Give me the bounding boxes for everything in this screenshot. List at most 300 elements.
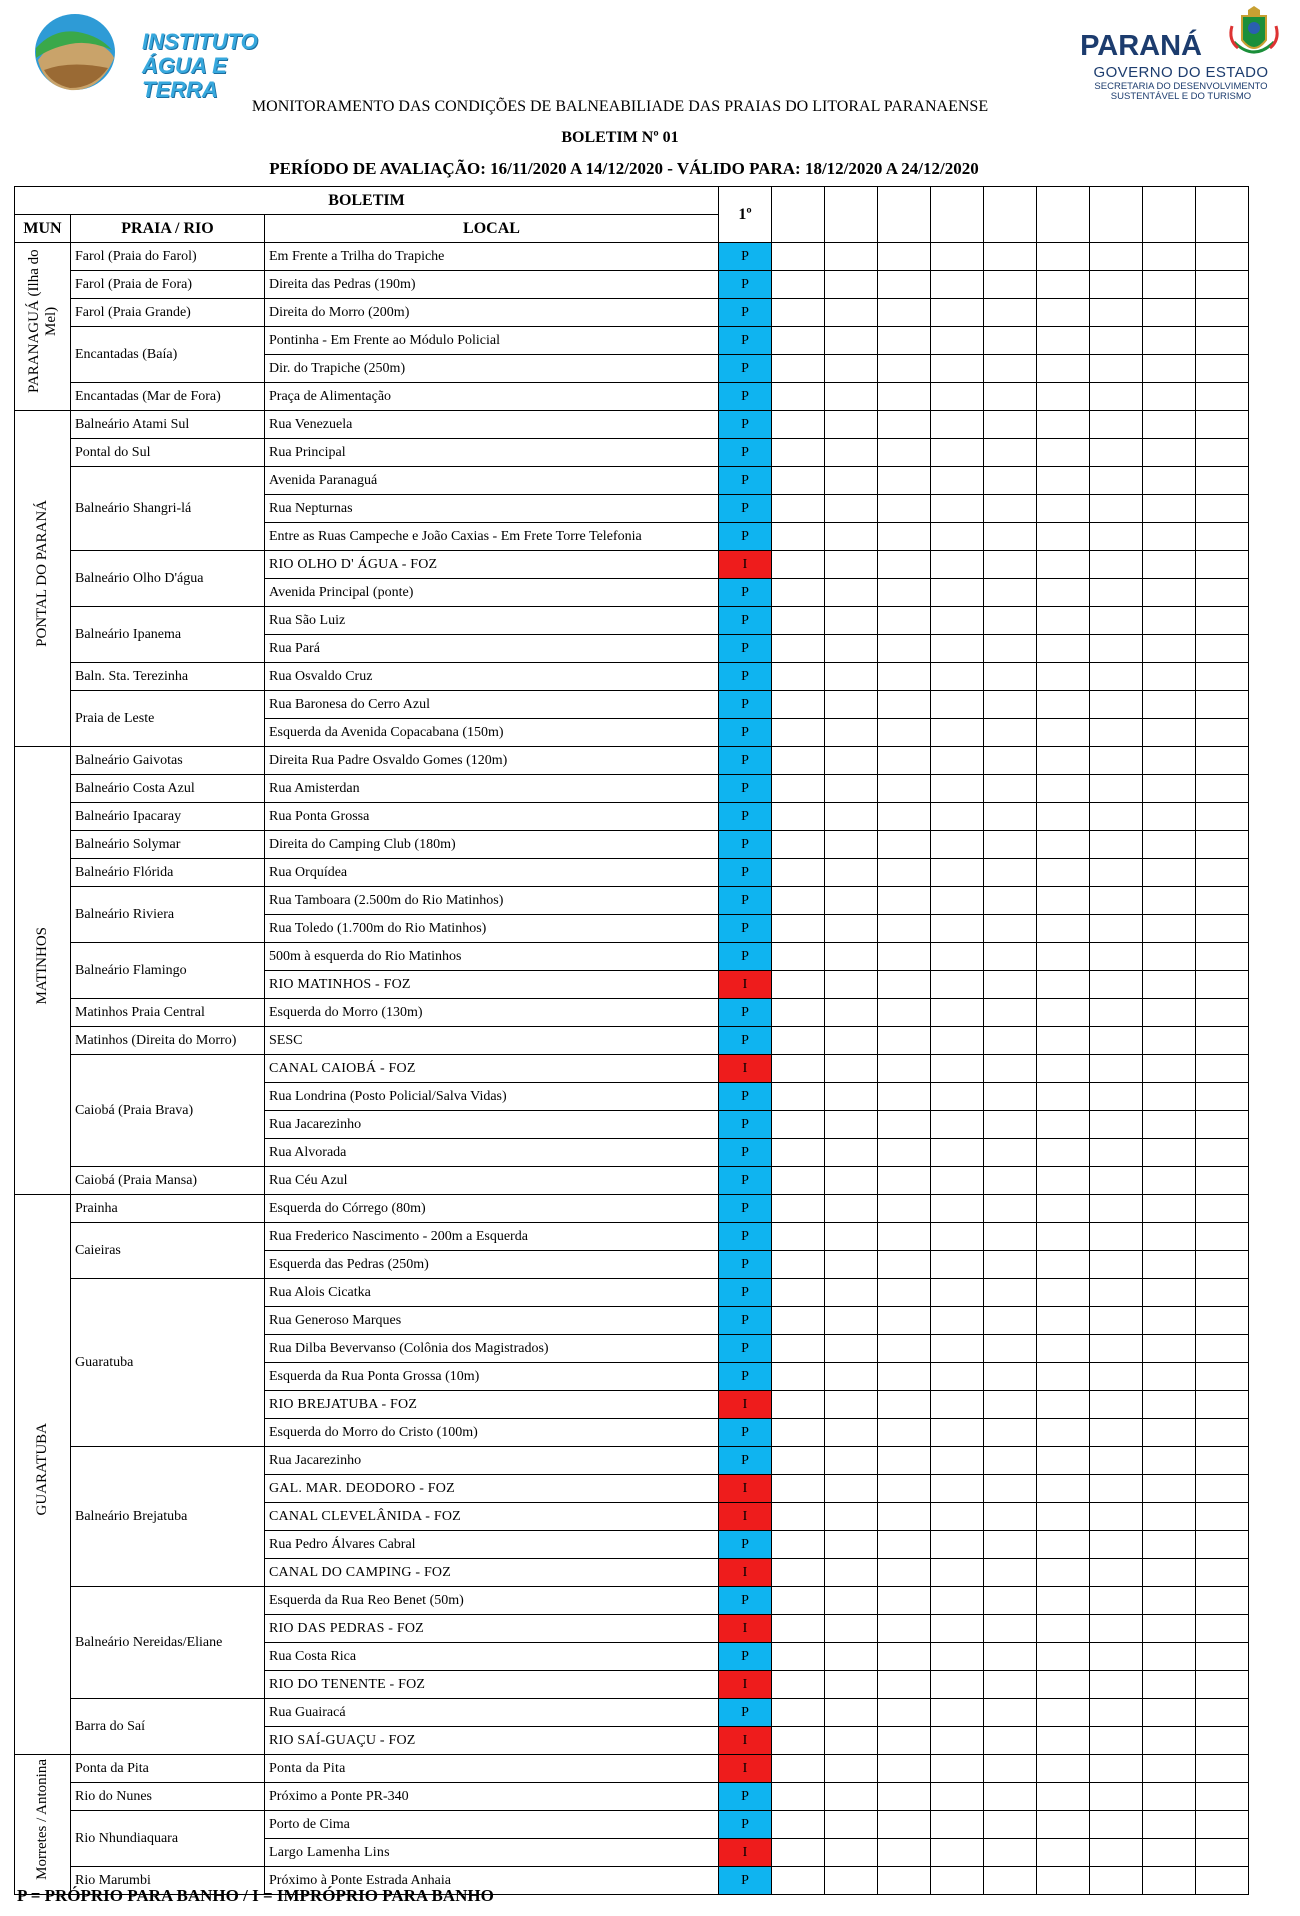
- empty-bulletin-cell: [1196, 523, 1249, 551]
- empty-bulletin-cell: [878, 971, 931, 999]
- empty-bulletin-cell: [878, 243, 931, 271]
- empty-bulletin-cell: [825, 439, 878, 467]
- empty-bulletin-cell: [1037, 439, 1090, 467]
- empty-bulletin-cell: [1037, 467, 1090, 495]
- local-cell: GAL. MAR. DEODORO - FOZ: [265, 1475, 719, 1503]
- status-proprio-badge: P: [719, 887, 772, 915]
- empty-bulletin-cell: [772, 411, 825, 439]
- status-proprio-badge: P: [719, 271, 772, 299]
- empty-bulletin-cell: [772, 803, 825, 831]
- empty-bulletin-cell: [1196, 579, 1249, 607]
- status-proprio-badge: P: [719, 1811, 772, 1839]
- empty-bulletin-cell: [1143, 1279, 1196, 1307]
- governo-subtitle: GOVERNO DO ESTADO: [1093, 64, 1269, 81]
- empty-bulletin-cell: [1037, 691, 1090, 719]
- local-cell: Em Frente a Trilha do Trapiche: [265, 243, 719, 271]
- empty-bulletin-cell: [1143, 1111, 1196, 1139]
- local-cell: Rua Céu Azul: [265, 1167, 719, 1195]
- local-cell: Rua São Luiz: [265, 607, 719, 635]
- empty-bulletin-cell: [825, 1503, 878, 1531]
- municipality-cell: [15, 411, 71, 747]
- empty-bulletin-cell: [878, 1167, 931, 1195]
- empty-bulletin-cell: [1090, 747, 1143, 775]
- empty-bulletin-cell: [931, 635, 984, 663]
- empty-bulletin-cell: [772, 1195, 825, 1223]
- empty-bulletin-cell: [772, 467, 825, 495]
- empty-bulletin-cell: [772, 1615, 825, 1643]
- status-improprio-badge: I: [719, 1755, 772, 1783]
- empty-bulletin-cell: [1196, 355, 1249, 383]
- empty-bulletin-cell: [1037, 1671, 1090, 1699]
- table-row: [15, 1223, 1249, 1251]
- local-cell: Ponta da Pita: [265, 1755, 719, 1783]
- empty-header-cell: [1143, 187, 1196, 243]
- local-cell: Largo Lamenha Lins: [265, 1839, 719, 1867]
- empty-bulletin-cell: [931, 663, 984, 691]
- empty-bulletin-cell: [878, 1867, 931, 1895]
- empty-bulletin-cell: [1090, 1335, 1143, 1363]
- evaluation-period: PERÍODO DE AVALIAÇÃO: 16/11/2020 A 14/12/2020 - VÁLIDO PARA: 18/12/2020 A 24/12/2020: [269, 159, 979, 178]
- empty-bulletin-cell: [931, 1251, 984, 1279]
- empty-bulletin-cell: [825, 383, 878, 411]
- empty-bulletin-cell: [878, 1055, 931, 1083]
- status-proprio-badge: P: [719, 747, 772, 775]
- local-cell: Rua Costa Rica: [265, 1643, 719, 1671]
- status-proprio-badge: P: [719, 1083, 772, 1111]
- empty-bulletin-cell: [931, 1139, 984, 1167]
- empty-bulletin-cell: [825, 1755, 878, 1783]
- empty-bulletin-cell: [931, 1391, 984, 1419]
- empty-bulletin-cell: [1037, 635, 1090, 663]
- empty-bulletin-cell: [984, 1139, 1037, 1167]
- empty-bulletin-cell: [1143, 1615, 1196, 1643]
- status-proprio-badge: P: [719, 1167, 772, 1195]
- empty-bulletin-cell: [931, 1587, 984, 1615]
- empty-bulletin-cell: [931, 1447, 984, 1475]
- empty-bulletin-cell: [772, 1335, 825, 1363]
- empty-bulletin-cell: [1196, 1755, 1249, 1783]
- status-proprio-badge: P: [719, 719, 772, 747]
- local-cell: Porto de Cima: [265, 1811, 719, 1839]
- empty-bulletin-cell: [878, 607, 931, 635]
- empty-bulletin-cell: [1143, 1671, 1196, 1699]
- empty-bulletin-cell: [1037, 551, 1090, 579]
- praia-header: PRAIA / RIO: [71, 215, 265, 243]
- table-row: [15, 775, 1249, 803]
- empty-bulletin-cell: [1090, 1223, 1143, 1251]
- empty-bulletin-cell: [878, 663, 931, 691]
- empty-bulletin-cell: [931, 1559, 984, 1587]
- empty-bulletin-cell: [878, 1195, 931, 1223]
- empty-bulletin-cell: [1143, 1475, 1196, 1503]
- empty-bulletin-cell: [772, 1839, 825, 1867]
- empty-bulletin-cell: [931, 579, 984, 607]
- empty-bulletin-cell: [1037, 1783, 1090, 1811]
- local-cell: Rua Dilba Bevervanso (Colônia dos Magistrados): [265, 1335, 719, 1363]
- empty-bulletin-cell: [772, 1167, 825, 1195]
- empty-bulletin-cell: [931, 747, 984, 775]
- table-row: [15, 327, 1249, 355]
- beach-name-cell: Ponta da Pita: [71, 1755, 265, 1783]
- status-proprio-badge: P: [719, 355, 772, 383]
- local-cell: Direita das Pedras (190m): [265, 271, 719, 299]
- table-row: [15, 551, 1249, 579]
- empty-bulletin-cell: [825, 1363, 878, 1391]
- local-cell: Rua Guairacá: [265, 1699, 719, 1727]
- empty-bulletin-cell: [878, 859, 931, 887]
- empty-bulletin-cell: [825, 1195, 878, 1223]
- empty-bulletin-cell: [931, 943, 984, 971]
- beach-name-cell: Caieiras: [71, 1223, 265, 1279]
- empty-bulletin-cell: [772, 1475, 825, 1503]
- table-row: [15, 943, 1249, 971]
- table-row: [15, 383, 1249, 411]
- empty-bulletin-cell: [1090, 1699, 1143, 1727]
- empty-bulletin-cell: [1037, 327, 1090, 355]
- empty-bulletin-cell: [1090, 411, 1143, 439]
- empty-bulletin-cell: [1143, 1699, 1196, 1727]
- empty-bulletin-cell: [1196, 1307, 1249, 1335]
- beach-name-cell: Barra do Saí: [71, 1699, 265, 1755]
- empty-bulletin-cell: [1143, 411, 1196, 439]
- local-cell: Rua Pará: [265, 635, 719, 663]
- parana-government-logo: [1072, 4, 1292, 104]
- empty-bulletin-cell: [1143, 1195, 1196, 1223]
- status-proprio-badge: P: [719, 1195, 772, 1223]
- empty-bulletin-cell: [1090, 859, 1143, 887]
- empty-bulletin-cell: [772, 383, 825, 411]
- empty-bulletin-cell: [1037, 971, 1090, 999]
- empty-bulletin-cell: [878, 831, 931, 859]
- empty-bulletin-cell: [825, 719, 878, 747]
- empty-bulletin-cell: [772, 1027, 825, 1055]
- beach-name-cell: Balneário Olho D'água: [71, 551, 265, 607]
- empty-bulletin-cell: [825, 411, 878, 439]
- empty-bulletin-cell: [931, 355, 984, 383]
- empty-bulletin-cell: [1090, 1167, 1143, 1195]
- empty-bulletin-cell: [1037, 915, 1090, 943]
- beach-name-cell: Balneário Atami Sul: [71, 411, 265, 439]
- empty-bulletin-cell: [825, 299, 878, 327]
- local-cell: Esquerda da Rua Reo Benet (50m): [265, 1587, 719, 1615]
- table-row: [15, 271, 1249, 299]
- empty-bulletin-cell: [1037, 411, 1090, 439]
- local-header: LOCAL: [265, 215, 719, 243]
- empty-bulletin-cell: [878, 747, 931, 775]
- first-bulletin-header: 1º: [719, 187, 772, 243]
- empty-bulletin-cell: [1037, 523, 1090, 551]
- empty-bulletin-cell: [825, 1251, 878, 1279]
- empty-bulletin-cell: [825, 1531, 878, 1559]
- empty-bulletin-cell: [1037, 1195, 1090, 1223]
- empty-bulletin-cell: [1143, 1363, 1196, 1391]
- empty-bulletin-cell: [931, 1671, 984, 1699]
- empty-bulletin-cell: [1037, 1559, 1090, 1587]
- beach-name-cell: Guaratuba: [71, 1279, 265, 1447]
- empty-bulletin-cell: [1196, 327, 1249, 355]
- table-row: [15, 1699, 1249, 1727]
- empty-bulletin-cell: [878, 1587, 931, 1615]
- empty-bulletin-cell: [1143, 271, 1196, 299]
- empty-bulletin-cell: [1037, 1055, 1090, 1083]
- empty-bulletin-cell: [772, 271, 825, 299]
- empty-bulletin-cell: [984, 243, 1037, 271]
- empty-bulletin-cell: [1196, 299, 1249, 327]
- empty-bulletin-cell: [1196, 1335, 1249, 1363]
- empty-bulletin-cell: [931, 999, 984, 1027]
- local-cell: Direita do Morro (200m): [265, 299, 719, 327]
- empty-bulletin-cell: [1143, 1559, 1196, 1587]
- local-cell: RIO OLHO D' ÁGUA - FOZ: [265, 551, 719, 579]
- empty-bulletin-cell: [1143, 1587, 1196, 1615]
- municipality-label: GUARATUBA: [34, 1423, 50, 1516]
- empty-bulletin-cell: [1090, 1867, 1143, 1895]
- municipality-cell: [15, 747, 71, 1195]
- empty-bulletin-cell: [931, 1055, 984, 1083]
- empty-bulletin-cell: [772, 495, 825, 523]
- local-cell: Dir. do Trapiche (250m): [265, 355, 719, 383]
- local-cell: Esquerda do Morro do Cristo (100m): [265, 1419, 719, 1447]
- empty-bulletin-cell: [1037, 243, 1090, 271]
- empty-bulletin-cell: [772, 663, 825, 691]
- empty-bulletin-cell: [1143, 1811, 1196, 1839]
- empty-bulletin-cell: [825, 859, 878, 887]
- empty-bulletin-cell: [931, 831, 984, 859]
- table-row: [15, 1755, 1249, 1783]
- empty-bulletin-cell: [1143, 243, 1196, 271]
- status-proprio-badge: P: [719, 1363, 772, 1391]
- empty-bulletin-cell: [1143, 859, 1196, 887]
- empty-bulletin-cell: [878, 1419, 931, 1447]
- empty-bulletin-cell: [1037, 999, 1090, 1027]
- empty-bulletin-cell: [772, 1223, 825, 1251]
- table-row: [15, 243, 1249, 271]
- empty-bulletin-cell: [984, 1699, 1037, 1727]
- table-row: [15, 299, 1249, 327]
- beach-name-cell: Balneário Flamingo: [71, 943, 265, 999]
- municipality-cell: [15, 1195, 71, 1755]
- empty-bulletin-cell: [1143, 1335, 1196, 1363]
- status-proprio-badge: P: [719, 1699, 772, 1727]
- empty-bulletin-cell: [1143, 719, 1196, 747]
- empty-bulletin-cell: [984, 691, 1037, 719]
- empty-bulletin-cell: [878, 1475, 931, 1503]
- empty-bulletin-cell: [1037, 1643, 1090, 1671]
- empty-bulletin-cell: [1037, 887, 1090, 915]
- empty-bulletin-cell: [772, 1783, 825, 1811]
- local-cell: Direita do Camping Club (180m): [265, 831, 719, 859]
- empty-bulletin-cell: [1090, 1475, 1143, 1503]
- empty-header-cell: [931, 187, 984, 243]
- empty-bulletin-cell: [931, 439, 984, 467]
- empty-bulletin-cell: [1090, 1783, 1143, 1811]
- empty-bulletin-cell: [878, 439, 931, 467]
- status-improprio-badge: I: [719, 551, 772, 579]
- local-cell: Avenida Paranaguá: [265, 467, 719, 495]
- status-proprio-badge: P: [719, 299, 772, 327]
- empty-bulletin-cell: [878, 803, 931, 831]
- empty-bulletin-cell: [878, 1307, 931, 1335]
- empty-bulletin-cell: [772, 635, 825, 663]
- logo-emblem-icon: [30, 10, 120, 95]
- empty-bulletin-cell: [825, 663, 878, 691]
- empty-bulletin-cell: [772, 327, 825, 355]
- local-cell: Praça de Alimentação: [265, 383, 719, 411]
- status-proprio-badge: P: [719, 1531, 772, 1559]
- local-cell: Esquerda das Pedras (250m): [265, 1251, 719, 1279]
- empty-bulletin-cell: [1196, 1839, 1249, 1867]
- empty-bulletin-cell: [1090, 1307, 1143, 1335]
- empty-bulletin-cell: [1037, 1755, 1090, 1783]
- empty-bulletin-cell: [1196, 1447, 1249, 1475]
- empty-bulletin-cell: [984, 999, 1037, 1027]
- empty-bulletin-cell: [1196, 551, 1249, 579]
- empty-bulletin-cell: [772, 1671, 825, 1699]
- empty-bulletin-cell: [1143, 1447, 1196, 1475]
- empty-bulletin-cell: [878, 1559, 931, 1587]
- local-cell: Esquerda do Morro (130m): [265, 999, 719, 1027]
- empty-bulletin-cell: [772, 1447, 825, 1475]
- beach-name-cell: Balneário Solymar: [71, 831, 265, 859]
- empty-bulletin-cell: [984, 1391, 1037, 1419]
- empty-bulletin-cell: [984, 579, 1037, 607]
- empty-bulletin-cell: [1196, 411, 1249, 439]
- empty-bulletin-cell: [878, 1363, 931, 1391]
- empty-bulletin-cell: [1090, 243, 1143, 271]
- empty-bulletin-cell: [984, 635, 1037, 663]
- empty-bulletin-cell: [1196, 999, 1249, 1027]
- empty-bulletin-cell: [1196, 1503, 1249, 1531]
- empty-bulletin-cell: [878, 1223, 931, 1251]
- empty-bulletin-cell: [1196, 1363, 1249, 1391]
- beach-name-cell: Balneário Gaivotas: [71, 747, 265, 775]
- empty-bulletin-cell: [1037, 775, 1090, 803]
- empty-bulletin-cell: [931, 383, 984, 411]
- empty-bulletin-cell: [1143, 1419, 1196, 1447]
- empty-bulletin-cell: [984, 1671, 1037, 1699]
- empty-bulletin-cell: [984, 1559, 1037, 1587]
- empty-bulletin-cell: [825, 579, 878, 607]
- table-row: [15, 887, 1249, 915]
- empty-bulletin-cell: [1090, 1111, 1143, 1139]
- empty-bulletin-cell: [1037, 1167, 1090, 1195]
- empty-bulletin-cell: [825, 1447, 878, 1475]
- local-cell: Rua Toledo (1.700m do Rio Matinhos): [265, 915, 719, 943]
- local-cell: Rua Ponta Grossa: [265, 803, 719, 831]
- table-row: [15, 747, 1249, 775]
- table-row: [15, 1587, 1249, 1615]
- empty-bulletin-cell: [825, 243, 878, 271]
- status-proprio-badge: P: [719, 803, 772, 831]
- empty-bulletin-cell: [931, 1867, 984, 1895]
- status-proprio-badge: P: [719, 1027, 772, 1055]
- status-proprio-badge: P: [719, 943, 772, 971]
- empty-bulletin-cell: [1090, 1559, 1143, 1587]
- empty-bulletin-cell: [1090, 1587, 1143, 1615]
- status-proprio-badge: P: [719, 1447, 772, 1475]
- empty-bulletin-cell: [825, 1307, 878, 1335]
- empty-bulletin-cell: [984, 1615, 1037, 1643]
- empty-bulletin-cell: [984, 1531, 1037, 1559]
- status-improprio-badge: I: [719, 1559, 772, 1587]
- empty-bulletin-cell: [984, 355, 1037, 383]
- empty-bulletin-cell: [1037, 271, 1090, 299]
- empty-bulletin-cell: [984, 831, 1037, 859]
- empty-bulletin-cell: [1196, 1615, 1249, 1643]
- empty-bulletin-cell: [1196, 1055, 1249, 1083]
- empty-bulletin-cell: [984, 719, 1037, 747]
- table-row: [15, 859, 1249, 887]
- empty-bulletin-cell: [825, 1587, 878, 1615]
- empty-bulletin-cell: [1196, 1083, 1249, 1111]
- status-proprio-badge: P: [719, 495, 772, 523]
- empty-bulletin-cell: [1143, 1167, 1196, 1195]
- empty-bulletin-cell: [931, 1167, 984, 1195]
- empty-bulletin-cell: [1143, 299, 1196, 327]
- empty-bulletin-cell: [772, 579, 825, 607]
- empty-bulletin-cell: [825, 1699, 878, 1727]
- empty-bulletin-cell: [878, 579, 931, 607]
- empty-bulletin-cell: [1143, 1867, 1196, 1895]
- empty-bulletin-cell: [1143, 1307, 1196, 1335]
- empty-bulletin-cell: [1090, 467, 1143, 495]
- empty-bulletin-cell: [878, 271, 931, 299]
- empty-bulletin-cell: [878, 775, 931, 803]
- beach-name-cell: Prainha: [71, 1195, 265, 1223]
- empty-bulletin-cell: [878, 1531, 931, 1559]
- empty-bulletin-cell: [825, 467, 878, 495]
- empty-bulletin-cell: [1090, 1363, 1143, 1391]
- empty-bulletin-cell: [1196, 887, 1249, 915]
- local-cell: Direita Rua Padre Osvaldo Gomes (120m): [265, 747, 719, 775]
- empty-bulletin-cell: [931, 1783, 984, 1811]
- empty-bulletin-cell: [1196, 747, 1249, 775]
- local-cell: Entre as Ruas Campeche e João Caxias - Em Frete Torre Telefonia: [265, 523, 719, 551]
- empty-bulletin-cell: [878, 1027, 931, 1055]
- secretaria-line-2: SUSTENTÁVEL E DO TURISMO: [1110, 91, 1252, 102]
- empty-bulletin-cell: [772, 551, 825, 579]
- empty-bulletin-cell: [825, 1559, 878, 1587]
- beach-name-cell: Balneário Flórida: [71, 859, 265, 887]
- empty-bulletin-cell: [1196, 1167, 1249, 1195]
- empty-bulletin-cell: [984, 1167, 1037, 1195]
- empty-bulletin-cell: [931, 691, 984, 719]
- empty-bulletin-cell: [772, 1699, 825, 1727]
- empty-bulletin-cell: [878, 887, 931, 915]
- beach-name-cell: Pontal do Sul: [71, 439, 265, 467]
- empty-bulletin-cell: [1037, 803, 1090, 831]
- beach-name-cell: Farol (Praia Grande): [71, 299, 265, 327]
- status-improprio-badge: I: [719, 1503, 772, 1531]
- empty-bulletin-cell: [1090, 887, 1143, 915]
- empty-bulletin-cell: [772, 1503, 825, 1531]
- empty-bulletin-cell: [1037, 607, 1090, 635]
- local-cell: Rua Pedro Álvares Cabral: [265, 1531, 719, 1559]
- empty-bulletin-cell: [984, 1055, 1037, 1083]
- empty-bulletin-cell: [1090, 971, 1143, 999]
- empty-bulletin-cell: [1143, 1643, 1196, 1671]
- empty-bulletin-cell: [931, 1615, 984, 1643]
- empty-bulletin-cell: [984, 1223, 1037, 1251]
- municipality-label: Morretes / Antonina: [34, 1759, 50, 1880]
- empty-bulletin-cell: [772, 1727, 825, 1755]
- empty-bulletin-cell: [1196, 943, 1249, 971]
- empty-bulletin-cell: [1143, 355, 1196, 383]
- empty-bulletin-cell: [825, 495, 878, 523]
- empty-bulletin-cell: [878, 327, 931, 355]
- empty-header-cell: [984, 187, 1037, 243]
- empty-bulletin-cell: [984, 439, 1037, 467]
